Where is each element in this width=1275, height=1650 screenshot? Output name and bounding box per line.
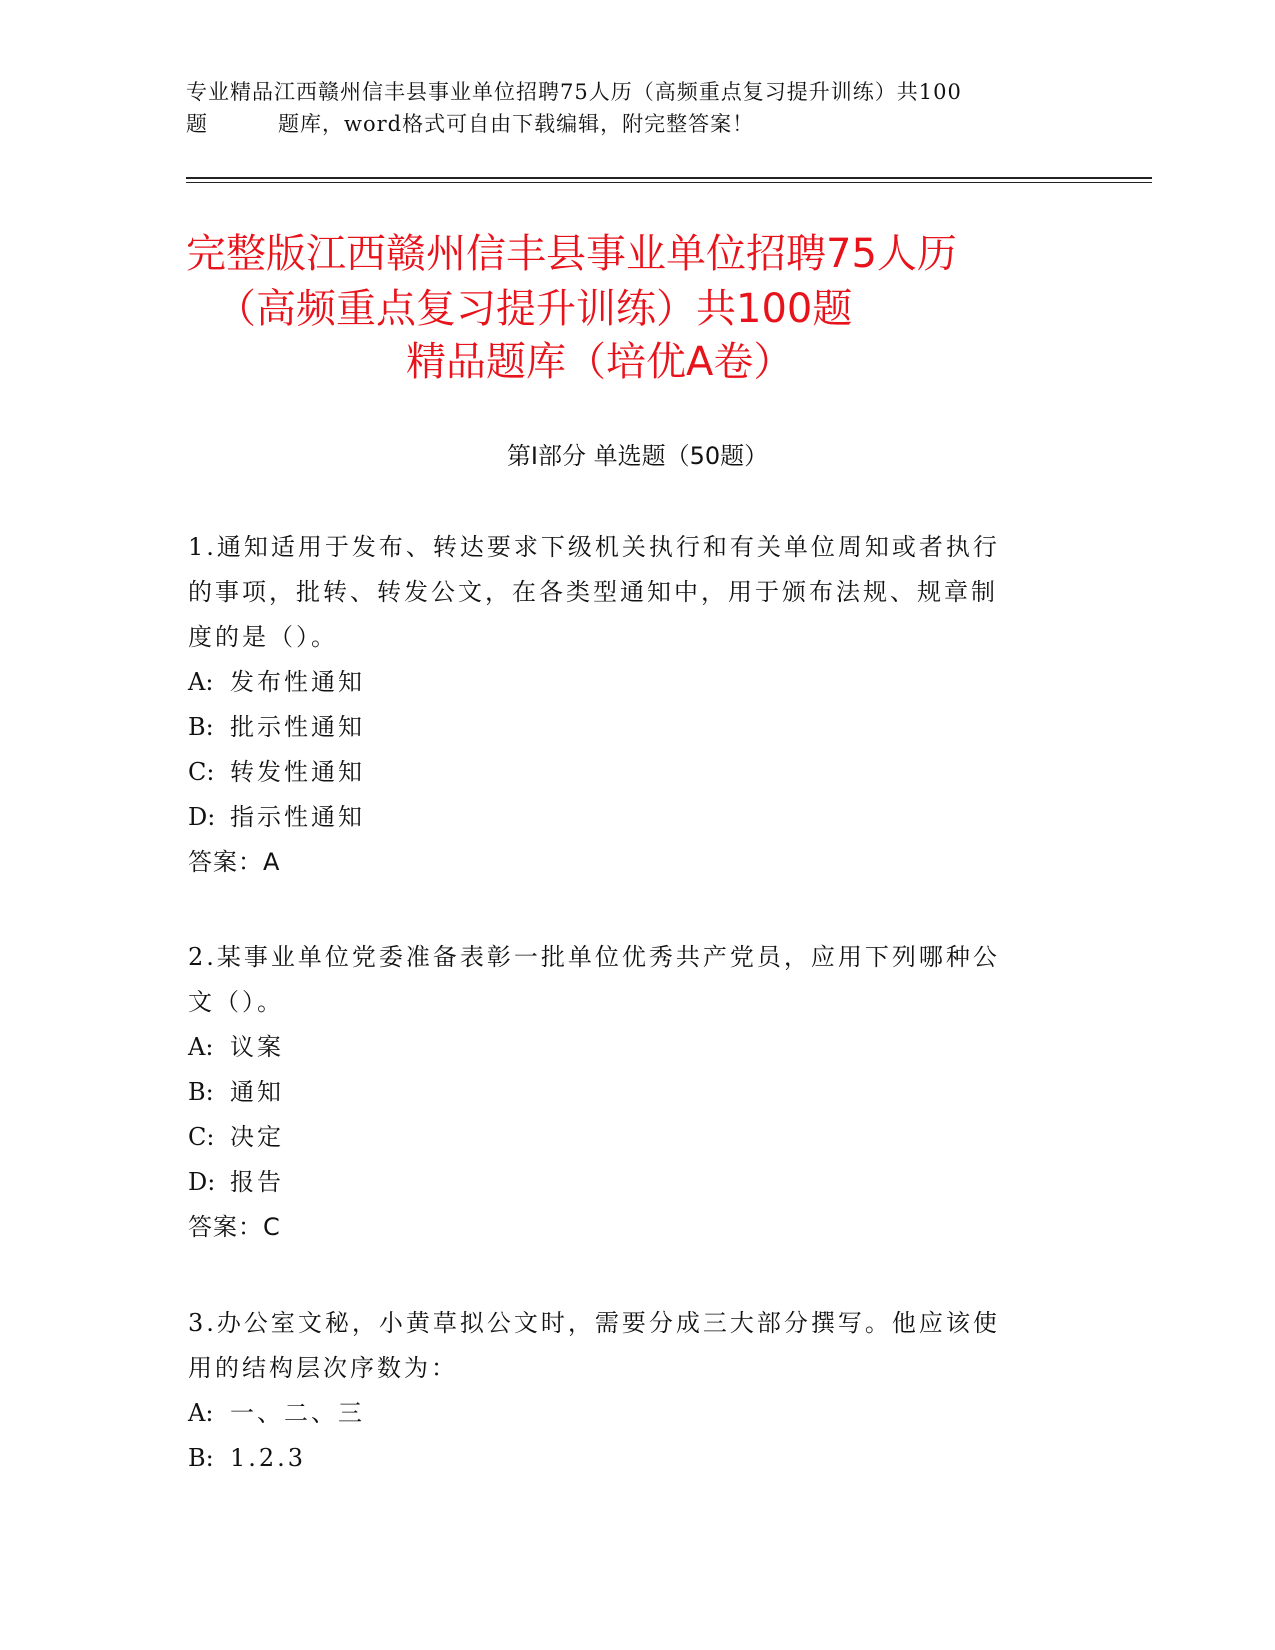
document-title-line1: 完整版江西赣州信丰县事业单位招聘75人历 — [186, 231, 957, 277]
question-text-line: 3.办公室文秘，小黄草拟公文时，需要分成三大部分撰写。他应该使 — [188, 1309, 1000, 1337]
header-note-line2-end: 题库，word格式可自由下载编辑，附完整答案！ — [278, 112, 755, 136]
option-d — [188, 1160, 1068, 1205]
answer: 答案：A — [188, 848, 281, 876]
option-d — [188, 795, 1068, 840]
header-divider-thick — [186, 177, 1152, 179]
document-title-line3: 精品题库（培优A卷） — [406, 339, 794, 385]
option-label: D: — [188, 1168, 216, 1196]
question-text-line: 1.通知适用于发布、转达要求下级机关执行和有关单位周知或者执行 — [188, 533, 1000, 561]
option-label: A: — [188, 1033, 214, 1061]
option-label: B: — [188, 713, 214, 741]
option-text: 指示性通知 — [230, 803, 365, 831]
question-text-line: 用的结构层次序数为： — [188, 1354, 458, 1382]
option-text: 转发性通知 — [230, 758, 365, 786]
answer: 答案：C — [188, 1213, 281, 1241]
option-b — [188, 1070, 1068, 1115]
question-2 — [188, 935, 1068, 1250]
option-label: B: — [188, 1444, 214, 1472]
option-text: 批示性通知 — [230, 713, 365, 741]
option-a — [188, 1391, 1068, 1436]
header-note — [186, 76, 1066, 140]
option-c — [188, 750, 1068, 795]
option-c — [188, 1115, 1068, 1160]
document-title-line2: （高频重点复习提升训练）共100题 — [216, 286, 853, 332]
option-a — [188, 1025, 1068, 1070]
option-label: C: — [188, 1123, 215, 1151]
option-text: 发布性通知 — [230, 668, 365, 696]
option-a — [188, 660, 1068, 705]
option-text: 报告 — [230, 1168, 284, 1196]
header-note-line2 — [186, 108, 1066, 140]
option-text: 1.2.3 — [230, 1444, 307, 1472]
option-label: D: — [188, 803, 216, 831]
option-label: B: — [188, 1078, 214, 1106]
header-divider-thin — [186, 182, 1152, 183]
header-note-line1: 专业精品江西赣州信丰县事业单位招聘75人历（高频重点复习提升训练）共100 — [186, 80, 962, 104]
option-text: 一、二、三 — [230, 1399, 365, 1427]
header-note-line2-start: 题 — [186, 112, 208, 136]
option-label: A: — [188, 1399, 214, 1427]
question-text-line: 度的是（）。 — [188, 623, 338, 651]
option-b — [188, 705, 1068, 750]
question-text-line: 2.某事业单位党委准备表彰一批单位优秀共产党员，应用下列哪种公 — [188, 943, 1000, 971]
option-text: 决定 — [230, 1123, 284, 1151]
option-label: C: — [188, 758, 215, 786]
option-label: A: — [188, 668, 214, 696]
option-b — [188, 1436, 1068, 1481]
question-text-line: 文（）。 — [188, 988, 284, 1016]
question-1 — [188, 525, 1068, 885]
section-title: 第I部分 单选题（50题） — [506, 442, 769, 470]
question-3 — [188, 1301, 1068, 1481]
option-text: 通知 — [230, 1078, 284, 1106]
question-text-line: 的事项，批转、转发公文，在各类型通知中，用于颁布法规、规章制 — [188, 578, 998, 606]
option-text: 议案 — [230, 1033, 284, 1061]
